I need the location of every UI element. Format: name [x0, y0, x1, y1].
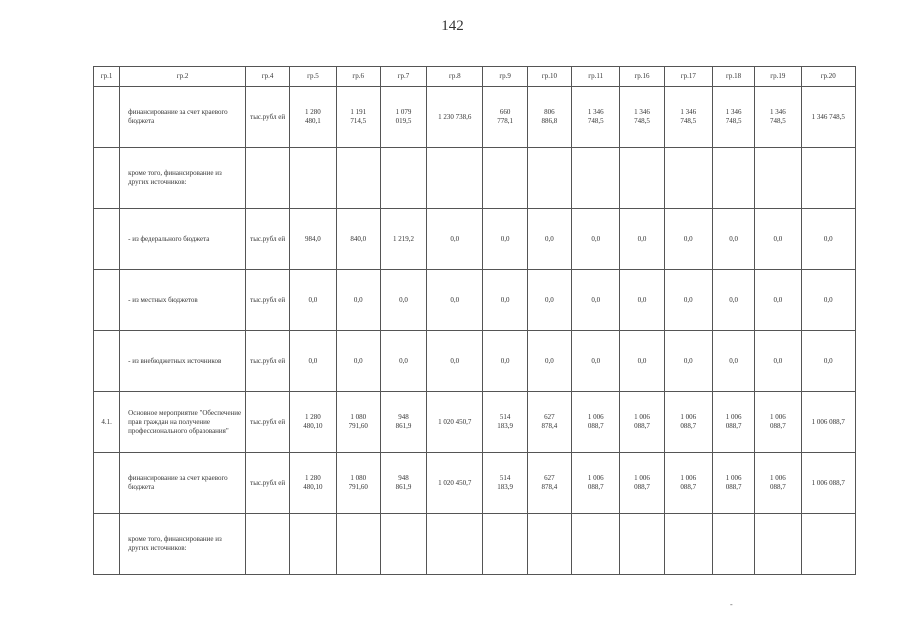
- row-number-cell: [94, 87, 120, 148]
- header-cell: гр.4: [245, 67, 289, 87]
- unit-cell: тыс.рубл ей: [245, 209, 289, 270]
- value-cell: 0,0: [572, 270, 620, 331]
- table-row: [94, 209, 856, 270]
- table-body: [94, 67, 856, 575]
- header-cell: гр.6: [336, 67, 380, 87]
- value-cell: 1 080 791,60: [336, 392, 380, 453]
- value-cell: 514 183,9: [483, 392, 527, 453]
- table-row: [94, 453, 856, 514]
- value-cell: 627 878,4: [527, 392, 571, 453]
- value-cell: [290, 148, 336, 209]
- value-cell: 0,0: [527, 270, 571, 331]
- value-cell: 1 020 450,7: [427, 392, 483, 453]
- value-cell: [620, 148, 664, 209]
- value-cell: 627 878,4: [527, 453, 571, 514]
- value-cell: [755, 514, 801, 575]
- description-cell: - из внебюджетных источников: [120, 331, 246, 392]
- value-cell: [527, 148, 571, 209]
- value-cell: 0,0: [712, 270, 754, 331]
- value-cell: [527, 514, 571, 575]
- value-cell: 1 080 791,60: [336, 453, 380, 514]
- value-cell: [380, 148, 426, 209]
- value-cell: 1 280 480,10: [290, 392, 336, 453]
- table-header-row: [94, 67, 856, 87]
- value-cell: 1 230 738,6: [427, 87, 483, 148]
- unit-cell: тыс.рубл ей: [245, 270, 289, 331]
- value-cell: [664, 514, 712, 575]
- value-cell: 0,0: [483, 331, 527, 392]
- table-row: [94, 270, 856, 331]
- value-cell: 0,0: [483, 209, 527, 270]
- value-cell: 0,0: [620, 209, 664, 270]
- value-cell: 948 861,9: [380, 453, 426, 514]
- value-cell: 0,0: [572, 209, 620, 270]
- value-cell: 0,0: [755, 270, 801, 331]
- row-number-cell: [94, 270, 120, 331]
- description-cell: финансирование за счет краевого бюджета: [120, 453, 246, 514]
- value-cell: 1 006 088,7: [664, 453, 712, 514]
- header-cell: гр.10: [527, 67, 571, 87]
- value-cell: 1 219,2: [380, 209, 426, 270]
- value-cell: 0,0: [620, 331, 664, 392]
- footer-mark: -: [730, 600, 733, 609]
- unit-cell: тыс.рубл ей: [245, 331, 289, 392]
- description-cell: кроме того, финансирование из других источников:: [120, 514, 246, 575]
- value-cell: 1 006 088,7: [755, 453, 801, 514]
- unit-cell: [245, 514, 289, 575]
- value-cell: 0,0: [427, 331, 483, 392]
- value-cell: 0,0: [336, 331, 380, 392]
- table-row: [94, 392, 856, 453]
- value-cell: 948 861,9: [380, 392, 426, 453]
- value-cell: 1 346 748,5: [801, 87, 855, 148]
- value-cell: [572, 514, 620, 575]
- value-cell: [572, 148, 620, 209]
- description-cell: - из местных бюджетов: [120, 270, 246, 331]
- value-cell: 806 886,8: [527, 87, 571, 148]
- value-cell: 1 280 480,1: [290, 87, 336, 148]
- value-cell: [336, 514, 380, 575]
- row-number-cell: 4.1.: [94, 392, 120, 453]
- value-cell: 0,0: [290, 331, 336, 392]
- value-cell: 0,0: [801, 270, 855, 331]
- value-cell: [483, 148, 527, 209]
- value-cell: 1 079 019,5: [380, 87, 426, 148]
- description-cell: - из федерального бюджета: [120, 209, 246, 270]
- value-cell: [427, 514, 483, 575]
- row-number-cell: [94, 514, 120, 575]
- header-cell: гр.17: [664, 67, 712, 87]
- value-cell: 1 006 088,7: [712, 392, 754, 453]
- value-cell: [801, 148, 855, 209]
- value-cell: 0,0: [380, 270, 426, 331]
- table-row: [94, 331, 856, 392]
- page-number: 142: [441, 18, 464, 34]
- value-cell: 0,0: [527, 331, 571, 392]
- value-cell: 840,0: [336, 209, 380, 270]
- value-cell: [380, 514, 426, 575]
- value-cell: 0,0: [427, 209, 483, 270]
- value-cell: 1 006 088,7: [664, 392, 712, 453]
- value-cell: 0,0: [801, 209, 855, 270]
- header-cell: гр.11: [572, 67, 620, 87]
- table-row: [94, 148, 856, 209]
- value-cell: [801, 514, 855, 575]
- description-cell: кроме того, финансирование из других источников:: [120, 148, 246, 209]
- value-cell: 0,0: [572, 331, 620, 392]
- header-cell: гр.5: [290, 67, 336, 87]
- row-number-cell: [94, 331, 120, 392]
- header-cell: гр.9: [483, 67, 527, 87]
- unit-cell: [245, 148, 289, 209]
- value-cell: 1 346 748,5: [620, 87, 664, 148]
- value-cell: 984,0: [290, 209, 336, 270]
- value-cell: [755, 148, 801, 209]
- value-cell: 0,0: [755, 209, 801, 270]
- value-cell: 0,0: [336, 270, 380, 331]
- row-number-cell: [94, 453, 120, 514]
- header-cell: гр.18: [712, 67, 754, 87]
- budget-table: [93, 66, 856, 575]
- value-cell: 0,0: [801, 331, 855, 392]
- description-cell: Основное мероприятие "Обеспечение прав граждан на получение профессионального образования": [120, 392, 246, 453]
- value-cell: 1 346 748,5: [755, 87, 801, 148]
- value-cell: 1 280 480,10: [290, 453, 336, 514]
- unit-cell: тыс.рубл ей: [245, 87, 289, 148]
- value-cell: 660 778,1: [483, 87, 527, 148]
- value-cell: 1 006 088,7: [572, 453, 620, 514]
- value-cell: 1 191 714,5: [336, 87, 380, 148]
- value-cell: 0,0: [620, 270, 664, 331]
- header-cell: гр.20: [801, 67, 855, 87]
- description-cell: финансирование за счет краевого бюджета: [120, 87, 246, 148]
- value-cell: 0,0: [712, 331, 754, 392]
- row-number-cell: [94, 148, 120, 209]
- value-cell: [664, 148, 712, 209]
- value-cell: 0,0: [527, 209, 571, 270]
- value-cell: 1 006 088,7: [801, 453, 855, 514]
- value-cell: [336, 148, 380, 209]
- value-cell: 0,0: [755, 331, 801, 392]
- table-row: [94, 514, 856, 575]
- header-cell: гр.7: [380, 67, 426, 87]
- header-cell: гр.8: [427, 67, 483, 87]
- value-cell: 1 006 088,7: [620, 453, 664, 514]
- header-cell: гр.16: [620, 67, 664, 87]
- value-cell: 1 006 088,7: [572, 392, 620, 453]
- value-cell: 0,0: [664, 209, 712, 270]
- table-row: [94, 87, 856, 148]
- value-cell: [712, 148, 754, 209]
- header-cell: гр.1: [94, 67, 120, 87]
- value-cell: 514 183,9: [483, 453, 527, 514]
- unit-cell: тыс.рубл ей: [245, 392, 289, 453]
- value-cell: 1 346 748,5: [572, 87, 620, 148]
- value-cell: [620, 514, 664, 575]
- value-cell: 0,0: [483, 270, 527, 331]
- value-cell: [483, 514, 527, 575]
- value-cell: 0,0: [664, 270, 712, 331]
- value-cell: [427, 148, 483, 209]
- value-cell: 0,0: [427, 270, 483, 331]
- header-cell: гр.19: [755, 67, 801, 87]
- value-cell: 1 020 450,7: [427, 453, 483, 514]
- value-cell: 1 006 088,7: [712, 453, 754, 514]
- row-number-cell: [94, 209, 120, 270]
- value-cell: 0,0: [290, 270, 336, 331]
- value-cell: 1 346 748,5: [712, 87, 754, 148]
- value-cell: 0,0: [380, 331, 426, 392]
- value-cell: [290, 514, 336, 575]
- unit-cell: тыс.рубл ей: [245, 453, 289, 514]
- value-cell: [712, 514, 754, 575]
- value-cell: 1 006 088,7: [801, 392, 855, 453]
- value-cell: 1 006 088,7: [755, 392, 801, 453]
- value-cell: 1 346 748,5: [664, 87, 712, 148]
- header-cell: гр.2: [120, 67, 246, 87]
- value-cell: 1 006 088,7: [620, 392, 664, 453]
- value-cell: 0,0: [664, 331, 712, 392]
- value-cell: 0,0: [712, 209, 754, 270]
